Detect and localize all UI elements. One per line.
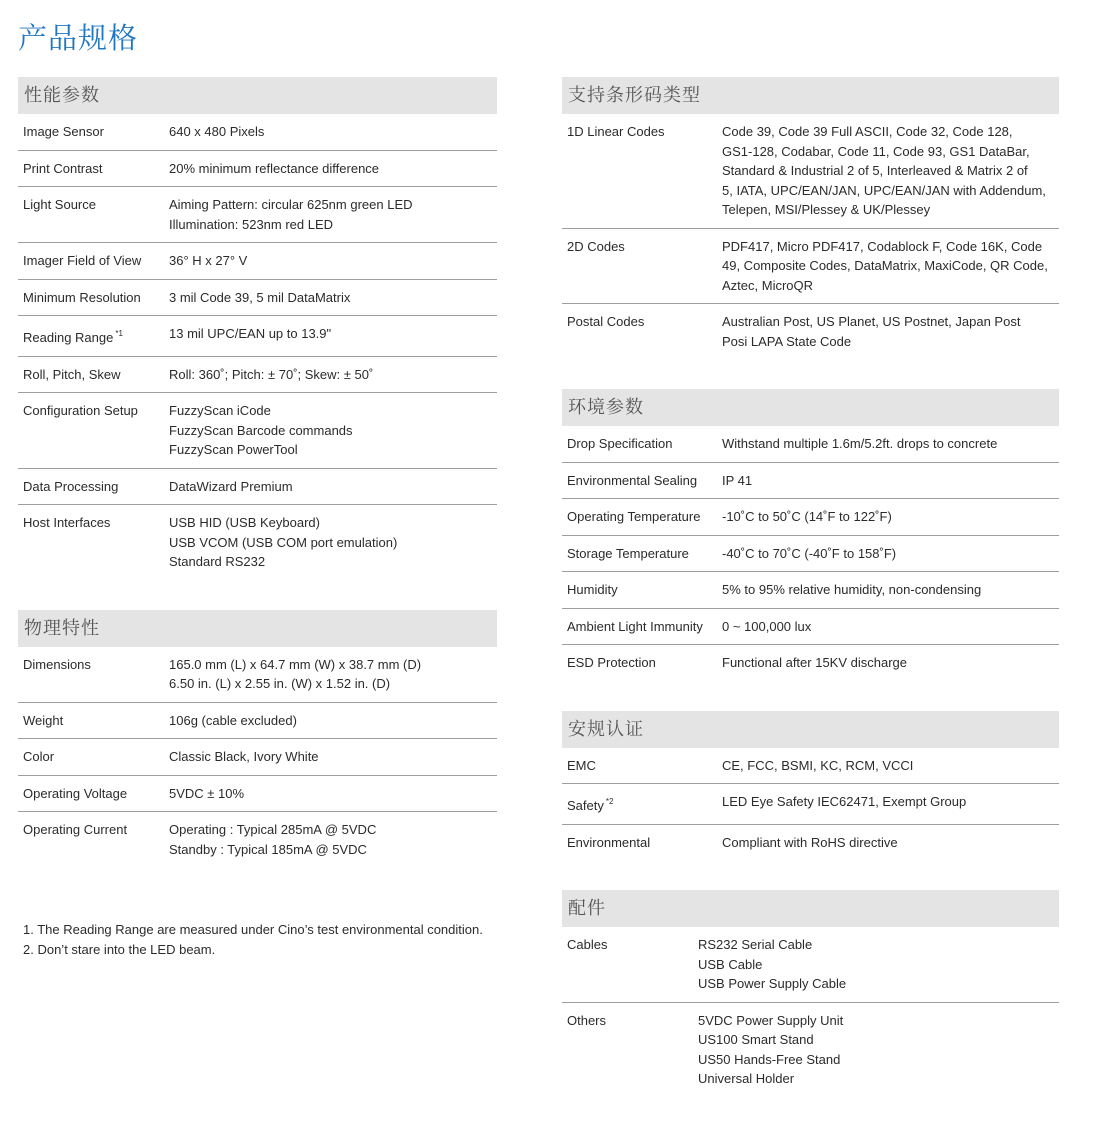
spec-label xyxy=(18,655,169,694)
spec-value-line: Classic Black, Ivory White xyxy=(169,749,319,764)
spec-value xyxy=(169,401,497,460)
spec-value-line: 20% minimum reflectance difference xyxy=(169,160,380,176)
spec-label xyxy=(18,122,169,142)
spec-value xyxy=(722,434,1059,454)
spec-label xyxy=(18,477,169,497)
spec-label xyxy=(18,513,169,572)
spec-value xyxy=(169,251,497,271)
spec-label xyxy=(562,122,722,220)
spec-label xyxy=(562,237,722,296)
spec-value-line: Functional after 15KV discharge xyxy=(722,655,907,670)
spec-value-line: 3 mil Code 39, 5 mil DataMatrix xyxy=(169,289,351,305)
spec-value-line: Standard RS232 xyxy=(169,554,266,569)
spec-value-line: CE, FCC, BSMI, KC, RCM, VCCI xyxy=(722,757,914,773)
spec-value-line: Aztec, MicroQR xyxy=(722,277,814,293)
spec-label xyxy=(562,792,722,816)
spec-label-text: Safety xyxy=(567,798,604,813)
spec-value-line: Compliant with RoHS directive xyxy=(722,834,898,850)
spec-value xyxy=(169,820,497,859)
spec-value-line: Withstand multiple 1.6m/5.2ft. drops to concrete xyxy=(722,436,998,451)
footnote-2: 2. Don’t stare into the LED beam. xyxy=(23,941,216,957)
spec-row-storage-temperature xyxy=(562,536,1059,573)
spec-row-print-contrast xyxy=(18,151,497,188)
spec-value-line: Standard & Industrial 2 of 5, Interleaved & Matrix 2 of xyxy=(722,163,1028,178)
spec-row-data-processing xyxy=(18,469,497,506)
spec-label-text: Light Source xyxy=(23,197,96,212)
spec-label-text: Drop Specification xyxy=(567,436,673,451)
spec-value xyxy=(722,312,1059,351)
spec-label-text: Humidity xyxy=(567,582,618,597)
spec-value xyxy=(722,471,1059,491)
spec-label xyxy=(562,1011,698,1089)
spec-row-1d-linear-codes xyxy=(562,114,1059,229)
spec-value-line: FuzzyScan iCode xyxy=(169,403,271,418)
spec-row-drop-specification xyxy=(562,426,1059,463)
spec-value-line: 5% to 95% relative humidity, non-condensing xyxy=(722,582,982,597)
spec-value xyxy=(169,122,497,142)
spec-label xyxy=(18,747,169,767)
spec-value xyxy=(169,159,497,179)
spec-value xyxy=(169,711,497,731)
section-heading: 环境参数 xyxy=(562,389,1059,426)
spec-value xyxy=(722,833,1059,853)
spec-row-safety xyxy=(562,784,1059,825)
spec-value-line: Posi LAPA State Code xyxy=(722,333,852,349)
spec-value xyxy=(169,513,497,572)
spec-value-line: LED Eye Safety IEC62471, Exempt Group xyxy=(722,794,967,809)
spec-value-line: IP 41 xyxy=(722,472,753,488)
spec-label xyxy=(562,507,722,527)
spec-row-minimum-resolution xyxy=(18,280,497,317)
spec-row-weight xyxy=(18,703,497,740)
spec-value-line: 49, Composite Codes, DataMatrix, MaxiCode, QR Code, xyxy=(722,258,1048,273)
spec-section xyxy=(18,610,497,868)
spec-value-line: 165.0 mm (L) x 64.7 mm (W) x 38.7 mm (D) xyxy=(169,656,422,672)
section-heading: 配件 xyxy=(562,890,1059,927)
spec-section xyxy=(562,711,1059,861)
spec-section xyxy=(562,890,1059,1097)
spec-section xyxy=(18,77,497,580)
spec-value-line: Universal Holder xyxy=(698,1071,795,1086)
spec-label-text: Operating Temperature xyxy=(567,509,701,524)
spec-row-others xyxy=(562,1003,1059,1097)
spec-label-text: Print Contrast xyxy=(23,160,103,176)
spec-row-color xyxy=(18,739,497,776)
spec-label-text: 2D Codes xyxy=(567,238,625,254)
spec-label-text: Configuration Setup xyxy=(23,403,138,418)
spec-label-text: Others xyxy=(567,1012,607,1028)
left-column xyxy=(18,77,497,897)
spec-value-line: 5VDC Power Supply Unit xyxy=(698,1012,844,1028)
spec-value xyxy=(169,655,497,694)
spec-value xyxy=(722,792,1059,816)
spec-value-line: 13 mil UPC/EAN up to 13.9" xyxy=(169,326,332,341)
section-heading: 安规认证 xyxy=(562,711,1059,748)
footnote-1: 1. The Reading Range are measured under Cino’s test environmental condition. xyxy=(23,922,483,937)
spec-section xyxy=(562,77,1059,359)
spec-value-line: USB Cable xyxy=(698,956,763,972)
spec-value-line: RS232 Serial Cable xyxy=(698,937,813,952)
spec-value xyxy=(169,288,497,308)
spec-row-reading-range xyxy=(18,316,497,357)
spec-value xyxy=(169,477,497,497)
spec-label-text: Environmental xyxy=(567,834,651,850)
spec-value-line: USB HID (USB Keyboard) xyxy=(169,515,320,530)
spec-value-line: 640 x 480 Pixels xyxy=(169,124,265,139)
spec-row-operating-current xyxy=(18,812,497,867)
section-heading: 性能参数 xyxy=(18,77,497,114)
spec-value-line: -40˚C to 70˚C (-40˚F to 158˚F) xyxy=(722,545,897,561)
section-heading: 物理特性 xyxy=(18,610,497,647)
spec-value xyxy=(169,324,497,348)
spec-value xyxy=(722,544,1059,564)
spec-value xyxy=(722,237,1059,296)
spec-value-line: Operating : Typical 285mA @ 5VDC xyxy=(169,822,377,837)
spec-label-text: Cables xyxy=(567,937,608,952)
spec-label-text: EMC xyxy=(567,757,596,773)
spec-value xyxy=(722,507,1059,527)
spec-value-line: 106g (cable excluded) xyxy=(169,712,297,728)
spec-label xyxy=(562,544,722,564)
spec-label-text: Imager Field of View xyxy=(23,253,142,268)
spec-value-line: Code 39, Code 39 Full ASCII, Code 32, Code 128, xyxy=(722,124,1013,139)
spec-label xyxy=(562,580,722,600)
spec-value xyxy=(722,580,1059,600)
spec-label-text: Ambient Light Immunity xyxy=(567,618,703,634)
spec-row-ambient-light-immunity xyxy=(562,609,1059,646)
spec-label xyxy=(562,935,698,994)
spec-label-text: ESD Protection xyxy=(567,655,656,670)
spec-value-line: 0 ~ 100,000 lux xyxy=(722,618,812,634)
spec-label xyxy=(562,312,722,351)
spec-label xyxy=(18,251,169,271)
spec-label-text: Postal Codes xyxy=(567,314,645,329)
spec-label xyxy=(562,434,722,454)
spec-section xyxy=(562,389,1059,681)
spec-label-text: Data Processing xyxy=(23,478,119,494)
spec-label-text: Dimensions xyxy=(23,656,91,672)
spec-value xyxy=(722,653,1059,673)
spec-label-text: Storage Temperature xyxy=(567,545,689,561)
spec-row-cables xyxy=(562,927,1059,1003)
spec-label xyxy=(562,756,722,776)
spec-value-line: 5VDC ± 10% xyxy=(169,785,245,801)
spec-value xyxy=(169,195,497,234)
spec-value-line: Standby : Typical 185mA @ 5VDC xyxy=(169,841,367,857)
spec-row-configuration-setup xyxy=(18,393,497,469)
spec-label xyxy=(562,833,722,853)
spec-row-environmental-sealing xyxy=(562,463,1059,500)
spec-label-text: Environmental Sealing xyxy=(567,472,698,488)
footnote-marker: *1 xyxy=(115,329,123,338)
spec-value-line: Aiming Pattern: circular 625nm green LED xyxy=(169,197,413,212)
spec-label-text: Roll, Pitch, Skew xyxy=(23,366,121,382)
spec-row-imager-field-of-view xyxy=(18,243,497,280)
spec-value xyxy=(722,617,1059,637)
spec-value-line: PDF417, Micro PDF417, Codablock F, Code 16K, Code xyxy=(722,238,1043,254)
spec-value xyxy=(698,935,1059,994)
spec-label xyxy=(18,195,169,234)
spec-row-operating-voltage xyxy=(18,776,497,813)
spec-value-line: GS1-128, Codabar, Code 11, Code 93, GS1 DataBar, xyxy=(722,143,1030,159)
spec-value-line: Illumination: 523nm red LED xyxy=(169,216,334,232)
spec-value-line: FuzzyScan Barcode commands xyxy=(169,422,353,438)
spec-label-text: Reading Range xyxy=(23,330,114,345)
spec-label-text: Color xyxy=(23,749,55,764)
spec-row-roll-pitch-skew xyxy=(18,357,497,394)
spec-value-line: FuzzyScan PowerTool xyxy=(169,442,298,457)
spec-value xyxy=(698,1011,1059,1089)
spec-row-humidity xyxy=(562,572,1059,609)
spec-value-line: -10˚C to 50˚C (14˚F to 122˚F) xyxy=(722,509,892,524)
spec-value-line: Telepen, MSI/Plessey & UK/Plessey xyxy=(722,202,931,217)
spec-label-text: Image Sensor xyxy=(23,124,104,139)
spec-row-dimensions xyxy=(18,647,497,703)
spec-label xyxy=(18,159,169,179)
spec-value xyxy=(169,365,497,385)
spec-row-image-sensor xyxy=(18,114,497,151)
spec-label xyxy=(18,324,169,348)
spec-label xyxy=(18,365,169,385)
spec-label xyxy=(562,617,722,637)
spec-value xyxy=(722,756,1059,776)
spec-row-host-interfaces xyxy=(18,505,497,580)
spec-label-text: 1D Linear Codes xyxy=(567,124,665,139)
spec-row-2d-codes xyxy=(562,229,1059,305)
spec-value-line: USB Power Supply Cable xyxy=(698,976,847,991)
right-column xyxy=(562,77,1059,1127)
footnotes xyxy=(23,920,503,959)
spec-value xyxy=(722,122,1059,220)
spec-label xyxy=(18,711,169,731)
spec-row-emc xyxy=(562,748,1059,785)
spec-label xyxy=(18,820,169,859)
spec-label-text: Host Interfaces xyxy=(23,515,111,530)
spec-label xyxy=(18,401,169,460)
spec-value-line: Roll: 360˚; Pitch: ± 70˚; Skew: ± 50˚ xyxy=(169,366,374,382)
spec-value-line: US100 Smart Stand xyxy=(698,1032,814,1047)
spec-label xyxy=(18,288,169,308)
spec-row-environmental xyxy=(562,825,1059,861)
spec-row-esd-protection xyxy=(562,645,1059,681)
spec-value-line: 5, IATA, UPC/EAN/JAN, UPC/EAN/JAN with Addendum, xyxy=(722,182,1046,198)
footnote-marker: *2 xyxy=(605,797,614,806)
spec-value-line: Australian Post, US Planet, US Postnet, Japan Post xyxy=(722,314,1021,329)
spec-label xyxy=(18,784,169,804)
spec-label-text: Operating Current xyxy=(23,822,128,837)
spec-label xyxy=(562,653,722,673)
spec-value-line: US50 Hands-Free Stand xyxy=(698,1051,841,1067)
spec-label xyxy=(562,471,722,491)
spec-label-text: Minimum Resolution xyxy=(23,289,141,305)
spec-label-text: Operating Voltage xyxy=(23,785,128,801)
spec-value-line: USB VCOM (USB COM port emulation) xyxy=(169,534,398,550)
spec-value xyxy=(169,747,497,767)
spec-row-light-source xyxy=(18,187,497,243)
spec-value-line: DataWizard Premium xyxy=(169,478,293,494)
spec-value-line: 6.50 in. (L) x 2.55 in. (W) x 1.52 in. (D) xyxy=(169,676,391,691)
page-title: 产品规格 xyxy=(18,21,139,55)
spec-label-text: Weight xyxy=(23,712,64,728)
spec-row-postal-codes xyxy=(562,304,1059,359)
spec-row-operating-temperature xyxy=(562,499,1059,536)
spec-value-line: 36° H x 27° V xyxy=(169,253,248,268)
section-heading: 支持条形码类型 xyxy=(562,77,1059,114)
spec-value xyxy=(169,784,497,804)
